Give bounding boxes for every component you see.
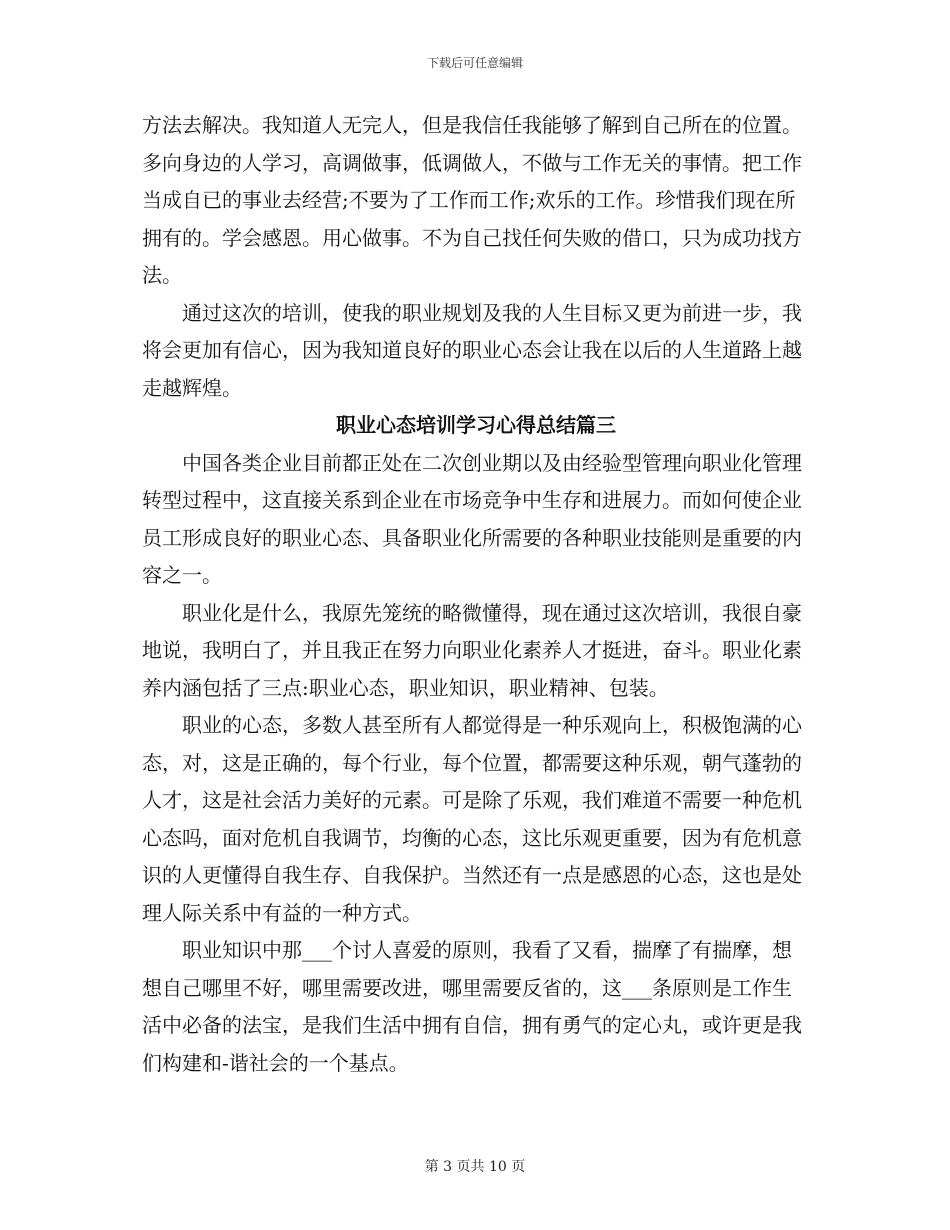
- paragraph-knowledge: 职业知识中那___个讨人喜爱的原则，我看了又看，揣摩了有揣摩，想想自己哪里不好，哪里需要改进，哪里需要反省的，这___条原则是工作生活中必备的法宝，是我们生活中拥有自信，拥有勇气的定心丸，或许更是我们构建和-谐社会的一个基点。: [142, 938, 802, 1075]
- paragraph-mindset: 职业的心态，多数人甚至所有人都觉得是一种乐观向上，积极饱满的心态，对，这是正确的，每个行业，每个位置，都需要这种乐观，朝气蓬勃的人才，这是社会活力美好的元素。可是除了乐观，我们难道不需要一种危机心态吗，面对危机自我调节，均衡的心态，这比乐观更重要，因为有危机意识的人更懂得自我生存、自我保护。当然还有一点是感恩的心态，这也是处理人际关系中有益的一种方式。: [142, 713, 802, 925]
- paragraph-training-summary: 通过这次的培训，使我的职业规划及我的人生目标又更为前进一步，我将会更加有信心，因为我知道良好的职业心态会让我在以后的人生道路上越走越辉煌。: [142, 300, 802, 400]
- page-header: 下载后可任意编辑: [426, 56, 523, 70]
- page-footer: 第 3 页共 10 页: [424, 1159, 526, 1175]
- paragraph-enterprise: 中国各类企业目前都正处在二次创业期以及由经验型管理向职业化管理转型过程中，这直接关系到企业在市场竞争中生存和进展力。而如何使企业员工形成良好的职业心态、具备职业化所需要的各种职业技能则是重要的内容之一。: [142, 450, 802, 587]
- document-body: [142, 107, 810, 1082]
- section-title: 职业心态培训学习心得总结篇三: [336, 413, 616, 437]
- paragraph-continuation: 方法去解决。我知道人无完人，但是我信任我能够了解到自己所在的位置。多向身边的人学习，高调做事，低调做人，不做与工作无关的事情。把工作当成自已的事业去经营;不要为了工作而工作;欢乐的工作。珍惜我们现在所拥有的。学会感恩。用心做事。不为自己找任何失败的借口，只为成功找方法。: [142, 113, 802, 287]
- paragraph-professionalism: 职业化是什么，我原先笼统的略微懂得，现在通过这次培训，我很自豪地说，我明白了，并且我正在努力向职业化素养人才挺进，奋斗。职业化素养内涵包括了三点:职业心态，职业知识，职业精神、包装。: [142, 600, 802, 700]
